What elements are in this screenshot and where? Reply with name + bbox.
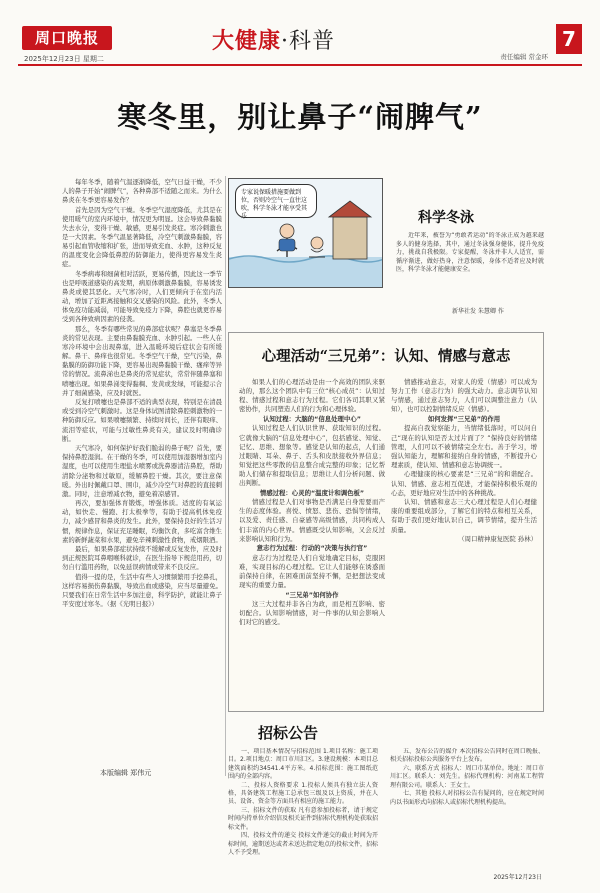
psychology-subheading: 认知过程：大脑的“信息处理中心”	[263, 414, 361, 423]
article-paragraph: 反复打喷嚏也是鼻部不适的典型表现，特别是在清晨或受到冷空气刺激时。这是身体试图清除鼻腔刺激物的一种防御反应。如果喷嚏频繁、持续时间长，还伴有眼痒、流泪等症状，可能与过敏性鼻炎有关，建议及时明确诊断。	[62, 398, 222, 443]
section-title	[212, 24, 335, 55]
psychology-subheading: 情感过程：心灵的“温度计和调色板”	[259, 488, 365, 497]
sidebar-title: 科学冬泳	[418, 210, 474, 226]
psychology-paragraph: 认知过程是人们认识世界、获取知识的过程。它就像大脑的“信息处理中心”，包括感觉、知觉、记忆、思维、想象等。感觉是认知的起点，人们通过眼睛、耳朵、鼻子、舌头和皮肤接收外界信息；知觉把这些零散的信息整合成完整的印象；记忆帮助人们储存和提取信息；思维让人们分析问题、做出判断。	[239, 424, 385, 488]
main-article	[62, 178, 222, 748]
article-paragraph: 最后，如果鼻部症状持续不缓解或反复发作，应及时到正规医院耳鼻咽喉科就诊，在医生指导下规范用药，切勿自行滥用药物，以免延误病情或带来不良反应。	[62, 545, 222, 572]
article-paragraph: 冬季病毒和细菌相对活跃，更易传播，因此这一季节也是呼吸道感染的高发期，病原体刺激鼻黏膜，容易诱发鼻炎或使其恶化。天气寒冷时，人们更倾向于在室内活动，增加了近距离接触和交叉感染的风险。此外，冬季人体免疫功能减弱，可能导致免疫力下降，鼻腔也就更容易受到各种致病因素的侵袭。	[62, 269, 222, 324]
psychology-paragraph: 心理健康的核心要素是“三兄弟”的和谐配合。认知、情感、意志相互促进，才能保持积极乐观的心态，更好地应对生活中的各种挑战。	[391, 470, 537, 497]
tender-notice-date: 2025年12月23日	[493, 874, 542, 881]
header-divider	[18, 64, 582, 66]
article-paragraph: 首先是因为空气干燥。冬季空气湿度降低，尤其是在使用暖气的室内环境中，情况更为明显。这会导致鼻黏膜失去水分，变得干燥、敏感，更易引发炎症。寒冷刺激也是一大因素。冬季气温显著降低，冷空气刺激鼻黏膜，容易引起血管收缩和扩张，进而导致充血、水肿，这种反复的温度变化会降低鼻腔的防御能力，使得更容易发生炎症。	[62, 205, 222, 269]
tender-notice-title: 招标公告	[258, 724, 319, 742]
article-paragraph: 每年冬季，随着气温逐渐降低，空气日益干燥，不少人的鼻子开始“闹脾气”，各种鼻部不适随之而来。为什么鼻炎在冬季更容易发作？	[62, 178, 222, 205]
tender-paragraph: 五、发布公告的媒介 本次招标公告同时在周口晚报、相关招标投标公共服务平台上发布。	[390, 748, 544, 764]
section-name: 大健康	[212, 28, 282, 54]
psychology-paragraph: 情感过程是人们对事物是否满足自身需要而产生的态度体验。喜悦、愤怒、悲伤、恐惧等情绪，以及爱、责任感、自豪感等高级情感，共同构成人们丰富的内心世界。情感既受认知影响，又会反过来影响认知和行为。	[239, 498, 385, 543]
page-number: 7	[556, 24, 582, 54]
tender-paragraph: 一、项目基本情况与招标范围 1.项目名称：施工项目。2.项目地点：周口市川汇区。3.建设规模：本项目总建筑面积约34541.4平方米。4.招标范围：施工图纸范围内的全部内容。	[228, 748, 378, 780]
sidebar-signature: 新华社发 朱慧卿 作	[452, 308, 504, 315]
psychology-paragraph: 提高自我觉察能力，当情绪低落时，可以问自己“现在的认知是否太过片面了？”保持良好的情绪管理，人们可以不被情绪完全左右。善于学习，增强认知能力，理解和接纳自身的情感，不断提升心理素质，使认知、情感和意志协调统一。	[391, 424, 537, 469]
psychology-subheading: “三兄弟”如何协作	[285, 590, 339, 599]
article-paragraph: 值得一提的是，生活中有些人习惯频繁用手挖鼻孔，这样容易损伤鼻黏膜，导致出血或感染，应当尽量避免。只要我们在日常生活中多加注意，科学防护，就能让鼻子平安度过寒冬。（据《光明日报》）	[62, 573, 222, 609]
article-paragraph: 那么，冬季有哪些常见的鼻部症状呢？鼻塞是冬季鼻炎的常见表现。主要由鼻黏膜充血、水肿引起。一些人在寒冷环境中会出现鼻塞，进入温暖环境后症状会有所缓解。鼻干、鼻痒也很常见。冬季空气干燥，空气污染，鼻黏膜的防御功能下降，更容易出现鼻黏膜干燥、瘙痒等异常的情况。流鼻涕也是鼻炎的常见症状，常常伴随鼻塞和喷嚏出现。如果鼻涕变得黏稠、发黄或发绿，可能提示合并了细菌感染，应及时就医。	[62, 325, 222, 397]
winter-swim-cartoon	[228, 178, 383, 288]
tender-notice-column-right	[390, 748, 544, 883]
paper-name: 周口晚报	[34, 29, 99, 47]
cartoon-illustration	[229, 179, 383, 288]
psychology-subheading: 意志行为过程：行动的“决策与执行官”	[256, 544, 368, 553]
psychology-subheading: 如何发挥“三兄弟”的作用	[427, 414, 501, 423]
tender-paragraph: 三、招标文件的获取 凡有意参加投标者，请于规定时间内持单位介绍信及相关证件到招标代理机构处获取招标文件。	[228, 807, 378, 831]
sidebar-paragraph: 近年来，被誉为“勇敢者运动”的冬泳正成为越来越多人的健身选择，其中，通过冬泳强身健体，提升免疫力，挑战自我极限。专家提醒，冬泳并非人人适宜，需循序渐进，做好热身，注意保暖，身体不适者应及时就医，科学冬泳才能健康安全。	[396, 232, 544, 274]
cartoon-speech-bubble: 专家说保暖措施要做到位，否则冷空气一直往这吹，科学冬泳才能享受其乐	[235, 184, 317, 218]
tender-paragraph: 二、投标人资格要求 1.投标人须具有独立法人资格，具备建筑工程施工总承包三级及以上资质，并在人员、设备、资金等方面具有相应的施工能力。	[228, 781, 378, 806]
psychology-headline: 心理活动“三兄弟”：认知、情感与意志	[261, 348, 511, 365]
main-headline: 寒冬里，别让鼻子“闹脾气”	[117, 100, 483, 134]
article-paragraph: 天气寒冷，如何保护好我们脆弱的鼻子呢？首先，要保持鼻腔湿润。在干燥的冬季，可以使用加湿器增加室内湿度，也可以使用生理盐水喷雾或洗鼻器清洁鼻腔，帮助清除分泌物和过敏原，缓解鼻腔干燥。其次，要注意保暖。外出时佩戴口罩、围巾，减少冷空气对鼻腔的直接刺激。同时，注意增减衣物，避免着凉感冒。	[62, 444, 222, 498]
psychology-column-left	[239, 378, 385, 706]
section-subtitle: ·科普	[281, 29, 336, 54]
sidebar-text	[396, 232, 544, 304]
article-byline: 本版编辑 郑伟元	[100, 769, 152, 777]
tender-notice-column-left	[228, 748, 378, 883]
column-divider	[225, 176, 226, 776]
tender-paragraph: 四、投标文件的递交 投标文件递交的截止时间为开标时间，逾期送达或者未送达指定地点的投标文件，招标人不予受理。	[228, 832, 378, 857]
psychology-author: （周口精神康复医院 孙林）	[458, 535, 537, 544]
psychology-paragraph: 如果人们的心理活动是由一个高效的团队来驱动的，那么这个团队中有三位“核心成员”：认知过程、情感过程和意志行为过程。它们各司其职又紧密协作，共同塑造人们的行为和心理体验。	[239, 378, 385, 414]
masthead-logo	[22, 26, 112, 50]
article-paragraph: 再次，要加强体育锻炼，增强体质。适度的有氧运动，如快走、慢跑、打太极拳等，有助于提高机体免疫力，减少感冒和鼻炎的发生。此外，要保持良好的生活习惯，规律作息，保证充足睡眠，均衡饮食，多吃富含维生素的新鲜蔬菜和水果，避免辛辣刺激性食物，戒烟限酒。	[62, 499, 222, 544]
issue-date: 2025年12月23日 星期二	[24, 55, 104, 63]
psychology-paragraph: 意志行为过程是人们自觉地确定目标，克服困难，实现目标的心理过程。它让人们能够在诱惑面前保持自律，在困难面前坚持不懈，是把想法变成现实的重要力量。	[239, 553, 385, 590]
psychology-article-box	[228, 332, 544, 712]
psychology-paragraph: 认知、情感和意志三大心理过程是人们心理健康的重要组成部分，了解它们的特点和相互关系，有助于我们更好地认识自己，调节情绪，提升生活质量。	[391, 498, 537, 534]
tender-paragraph: 七、其他 投标人对招标公告有疑问的，应在规定时间内以书面形式向招标人或招标代理机构提出。	[390, 790, 544, 806]
psychology-column-right	[391, 378, 537, 706]
tender-paragraph: 六、联系方式 招标人：周口市某单位。地址：周口市川汇区。联系人：刘先生。招标代理机构：河南某工程管理有限公司。联系人：王女士。	[390, 765, 544, 789]
psychology-paragraph: 情感推动意志，对家人的爱（情感）可以成为努力工作（意志行为）的强大动力。意志调节认知与情感，通过意志努力，人们可以调整注意力（认知），也可以控制情绪反应（情感）。	[391, 378, 537, 414]
editor-credit: 责任编辑 常金环	[500, 53, 548, 61]
psychology-paragraph: 这三大过程并非各自为政，而是相互影响、密切配合。认知影响情感，对一件事的认知会影响人们对它的感受。	[239, 600, 385, 627]
